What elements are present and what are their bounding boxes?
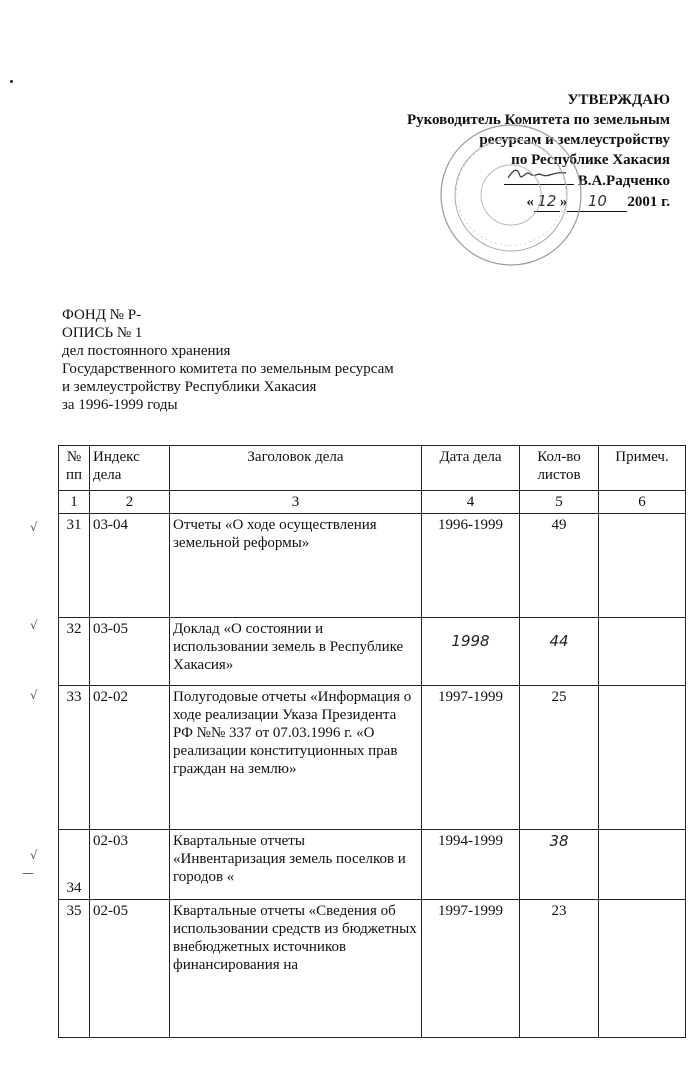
inventory-header bbox=[62, 306, 542, 414]
inventory-number: ОПИСЬ № 1 bbox=[62, 325, 143, 341]
column-number: 2 bbox=[90, 491, 170, 514]
date-close-quote: » bbox=[559, 194, 568, 210]
row-note bbox=[599, 514, 686, 618]
row-index: 02-05 bbox=[90, 900, 170, 1038]
table-row bbox=[59, 514, 686, 618]
row-number: 32 bbox=[59, 618, 90, 686]
table-row bbox=[59, 900, 686, 1038]
dash-mark-icon: — bbox=[22, 866, 34, 880]
row-date: 1997-1999 bbox=[422, 900, 520, 1038]
column-header: Дата дела bbox=[422, 446, 520, 491]
row-sheet-count: 38 bbox=[520, 830, 599, 900]
approval-signer: В.А.Радченко bbox=[577, 173, 670, 189]
row-title: Полугодовые отчеты «Информация о ходе реализации Указа Президента РФ №№ 337 от 07.03.1996 г. «О реализации конституционных прав граждан на землю» bbox=[170, 686, 422, 830]
approval-date bbox=[330, 191, 670, 212]
approval-block bbox=[330, 90, 670, 212]
row-index: 02-02 bbox=[90, 686, 170, 830]
column-number: 4 bbox=[422, 491, 520, 514]
check-mark-icon: √ bbox=[30, 688, 38, 702]
row-number: 35 bbox=[59, 900, 90, 1038]
column-header: Заголовок дела bbox=[170, 446, 422, 491]
table-row bbox=[59, 830, 686, 900]
row-number: 34 bbox=[59, 830, 90, 900]
row-title: Отчеты «О ходе осуществления земельной реформы» bbox=[170, 514, 422, 618]
row-sheet-count: 44 bbox=[520, 618, 599, 686]
date-month: 10 bbox=[567, 191, 627, 212]
approval-position-line3: по Республике Хакасия bbox=[511, 152, 670, 168]
column-number: 3 bbox=[170, 491, 422, 514]
row-note bbox=[599, 830, 686, 900]
approval-title: УТВЕРЖДАЮ bbox=[567, 92, 670, 108]
organization-line1: Государственного комитета по земельным ресурсам bbox=[62, 361, 394, 377]
check-mark-icon: √ bbox=[30, 618, 38, 632]
row-date: 1997-1999 bbox=[422, 686, 520, 830]
row-date: 1996-1999 bbox=[422, 514, 520, 618]
column-number: 5 bbox=[520, 491, 599, 514]
row-sheet-count: 25 bbox=[520, 686, 599, 830]
column-number: 1 bbox=[59, 491, 90, 514]
scan-speck bbox=[10, 80, 13, 83]
inventory-subtitle: дел постоянного хранения bbox=[62, 343, 231, 359]
column-header: Кол-во листов bbox=[520, 446, 599, 491]
row-title: Доклад «О состоянии и использовании земель в Республике Хакасия» bbox=[170, 618, 422, 686]
fund-number: ФОНД № Р- bbox=[62, 307, 142, 323]
signature-icon bbox=[504, 170, 574, 185]
table-row bbox=[59, 686, 686, 830]
column-number-row bbox=[59, 491, 686, 514]
inventory-table bbox=[58, 445, 686, 1038]
row-number: 31 bbox=[59, 514, 90, 618]
organization-line2: и землеустройству Республики Хакасия bbox=[62, 379, 317, 395]
date-year: 2001 г. bbox=[627, 194, 670, 210]
row-index: 03-04 bbox=[90, 514, 170, 618]
row-title: Квартальные отчеты «Сведения об использовании средств из бюджетных внебюджетных источников финансирования на bbox=[170, 900, 422, 1038]
approval-position-line2: ресурсам и землеустройству bbox=[479, 132, 670, 148]
date-open-quote: « bbox=[526, 194, 534, 210]
row-index: 02-03 bbox=[90, 830, 170, 900]
row-sheet-count: 49 bbox=[520, 514, 599, 618]
row-note bbox=[599, 686, 686, 830]
column-header: Примеч. bbox=[599, 446, 686, 491]
row-sheet-count: 23 bbox=[520, 900, 599, 1038]
approval-position-line1: Руководитель Комитета по земельным bbox=[406, 112, 670, 128]
column-header: № пп bbox=[59, 446, 90, 491]
row-note bbox=[599, 618, 686, 686]
check-mark-icon: √ bbox=[30, 848, 38, 862]
row-note bbox=[599, 900, 686, 1038]
approval-signer-line bbox=[330, 170, 670, 191]
inventory-period: за 1996-1999 годы bbox=[62, 397, 178, 413]
column-number: 6 bbox=[599, 491, 686, 514]
row-number: 33 bbox=[59, 686, 90, 830]
row-title: Квартальные отчеты «Инвентаризация земель поселков и городов « bbox=[170, 830, 422, 900]
table-header-row bbox=[59, 446, 686, 491]
table-row bbox=[59, 618, 686, 686]
check-mark-icon: √ bbox=[30, 520, 38, 534]
row-date: 1998 bbox=[422, 618, 520, 686]
row-index: 03-05 bbox=[90, 618, 170, 686]
row-date: 1994-1999 bbox=[422, 830, 520, 900]
date-day: 12 bbox=[534, 191, 560, 212]
column-header: Индекс дела bbox=[90, 446, 170, 491]
